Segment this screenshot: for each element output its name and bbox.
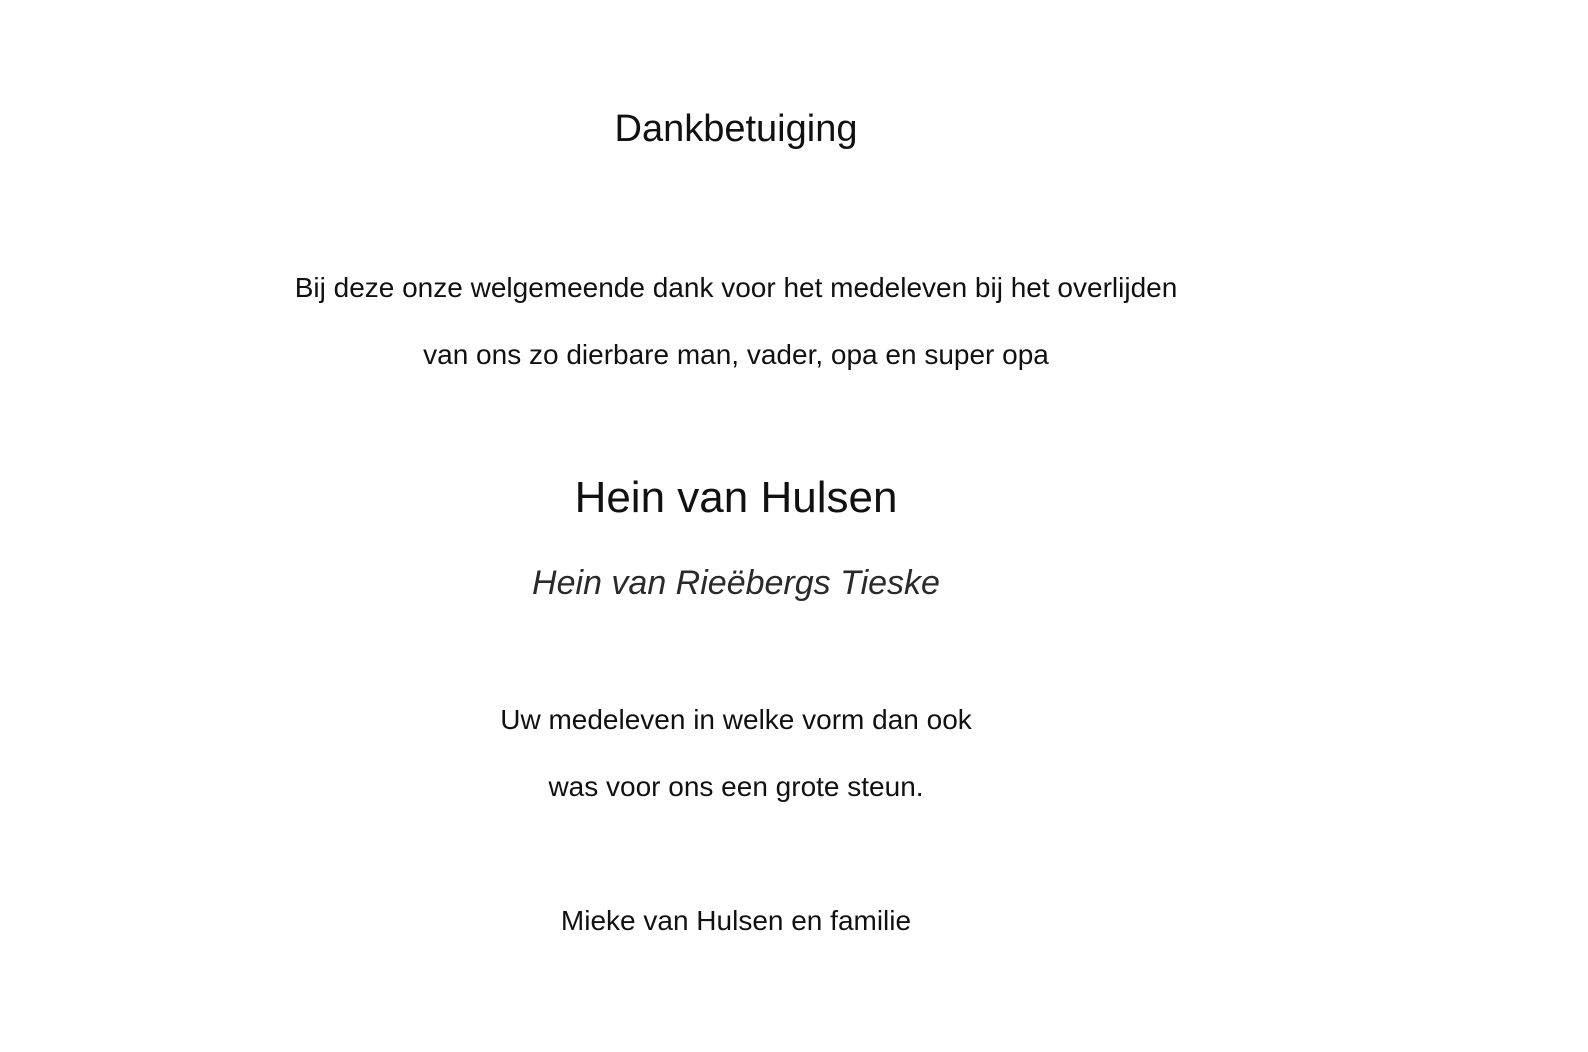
message-line: Uw medeleven in welke vorm dan ook bbox=[500, 704, 972, 735]
message-line: was voor ons een grote steun. bbox=[548, 771, 924, 802]
deceased-name: Hein van Hulsen bbox=[574, 473, 898, 522]
deceased-nickname: Hein van Rieëbergs Tieske bbox=[532, 564, 940, 602]
intro-line: Bij deze onze welgemeende dank voor het medeleven bij het overlijden bbox=[294, 272, 1178, 303]
signature: Mieke van Hulsen en familie bbox=[560, 905, 912, 936]
intro-line: van ons zo dierbare man, vader, opa en super opa bbox=[423, 339, 1049, 370]
document-title: Dankbetuiging bbox=[614, 108, 858, 150]
